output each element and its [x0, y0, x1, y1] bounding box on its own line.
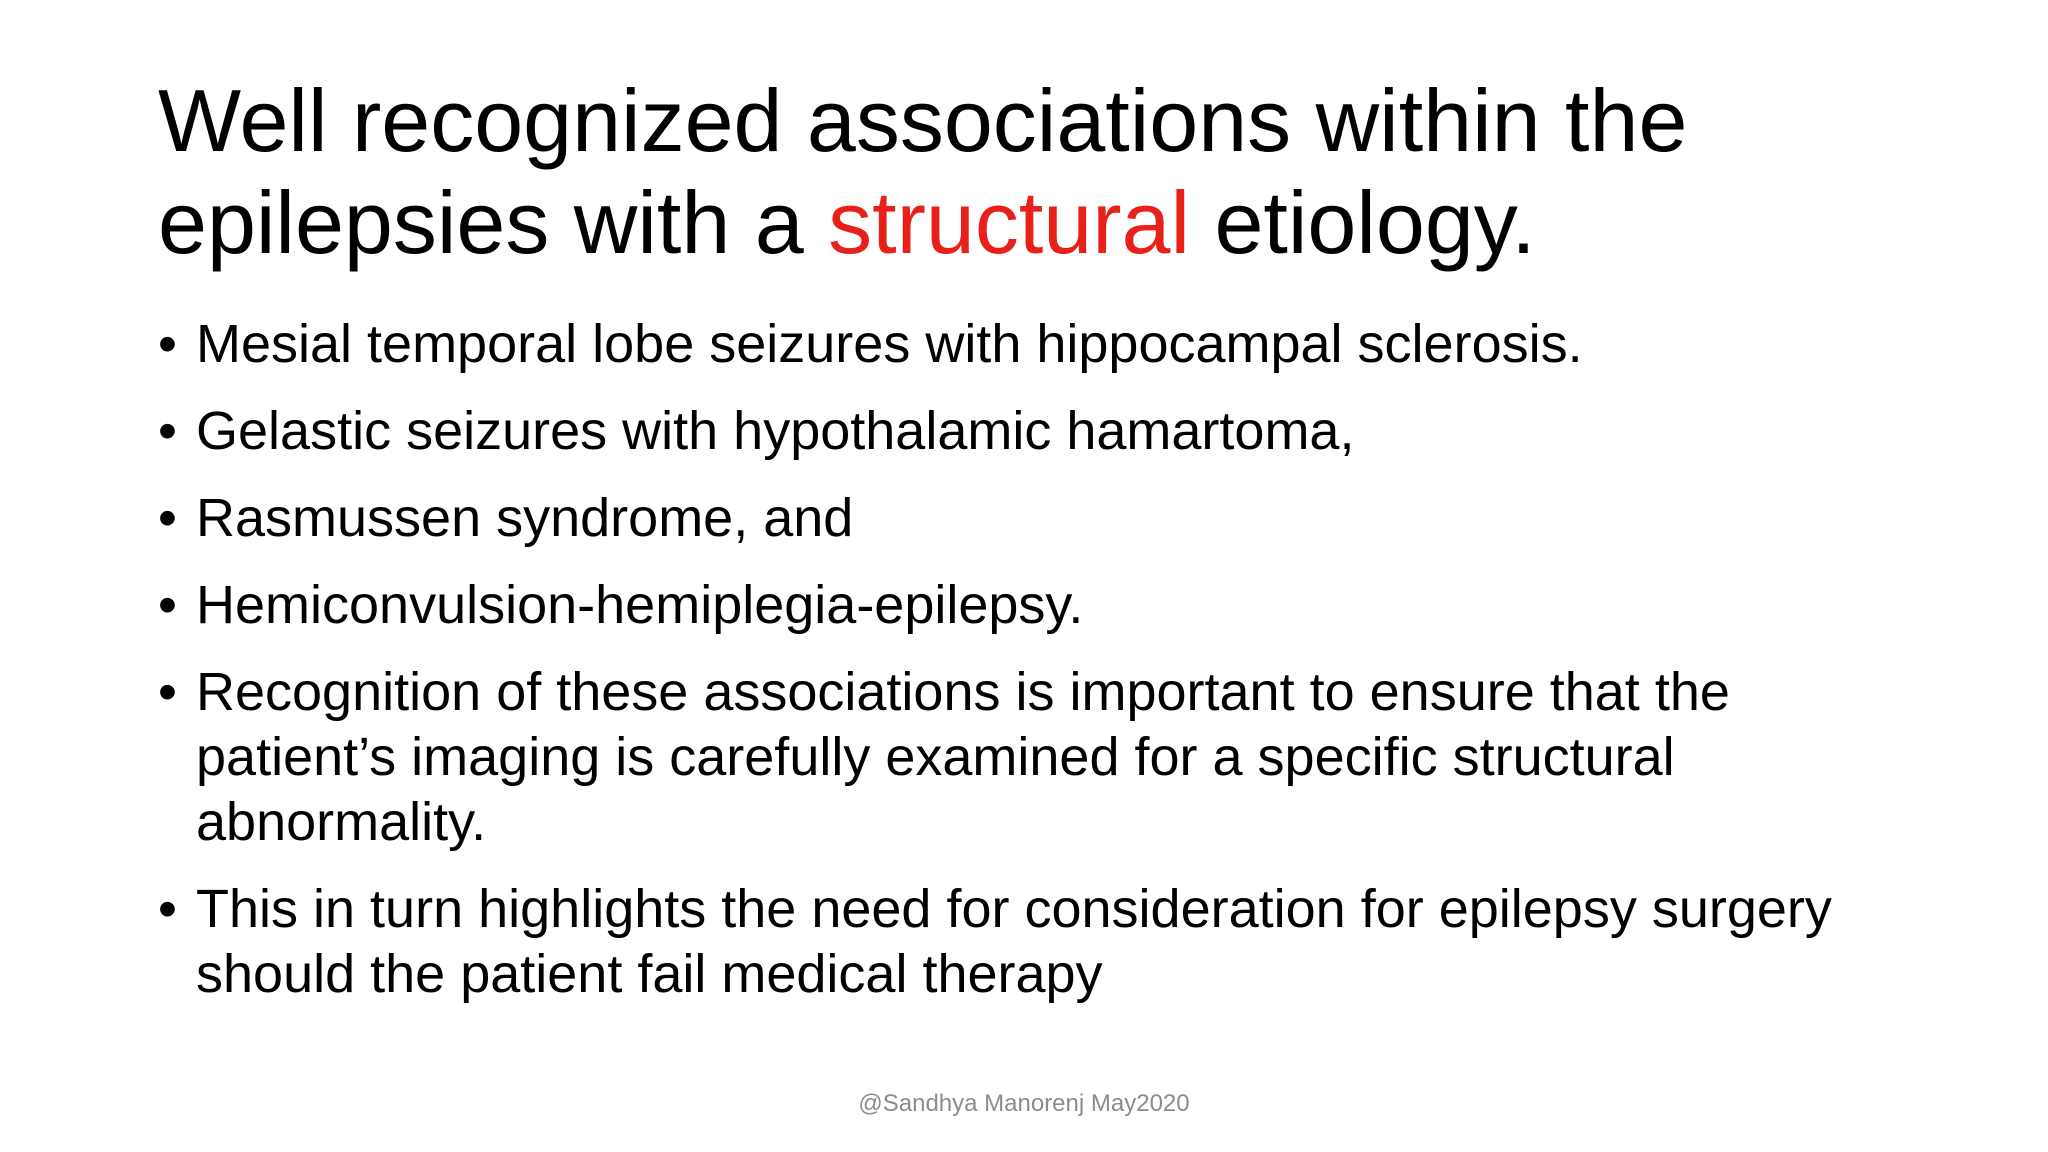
bullet-text: Gelastic seizures with hypothalamic hamartoma, — [196, 401, 1355, 461]
title-accent-word: structural — [828, 173, 1191, 272]
bullet-text: Recognition of these associations is important to ensure that the patient’s imaging is carefully examined for a specific structural abnormality. — [196, 662, 1730, 852]
bullet-text: Mesial temporal lobe seizures with hippocampal sclerosis. — [196, 314, 1583, 374]
bullet-item — [158, 486, 1938, 551]
bullet-text: This in turn highlights the need for consideration for epilepsy surgery should the patient fail medical therapy — [196, 879, 1832, 1004]
bullet-marker: • — [158, 879, 177, 939]
slide-title — [158, 70, 1958, 274]
bullet-list — [158, 312, 1938, 1029]
bullet-item — [158, 312, 1938, 377]
bullet-text: Rasmussen syndrome, and — [196, 488, 854, 548]
title-line-1: Well recognized associations within the — [158, 71, 1688, 170]
bullet-marker: • — [158, 575, 177, 635]
bullet-item — [158, 399, 1938, 464]
bullet-item — [158, 660, 1938, 855]
bullet-text: Hemiconvulsion-hemiplegia-epilepsy. — [196, 575, 1084, 635]
title-line-2-start: epilepsies with a — [158, 173, 829, 272]
bullet-item — [158, 877, 1938, 1007]
slide-footer: @Sandhya Manorenj May2020 — [858, 1090, 1190, 1117]
title-line-2-end: etiology. — [1190, 173, 1536, 272]
bullet-item — [158, 573, 1938, 638]
bullet-marker: • — [158, 314, 177, 374]
bullet-marker: • — [158, 488, 177, 548]
bullet-marker: • — [158, 401, 177, 461]
bullet-marker: • — [158, 662, 177, 722]
